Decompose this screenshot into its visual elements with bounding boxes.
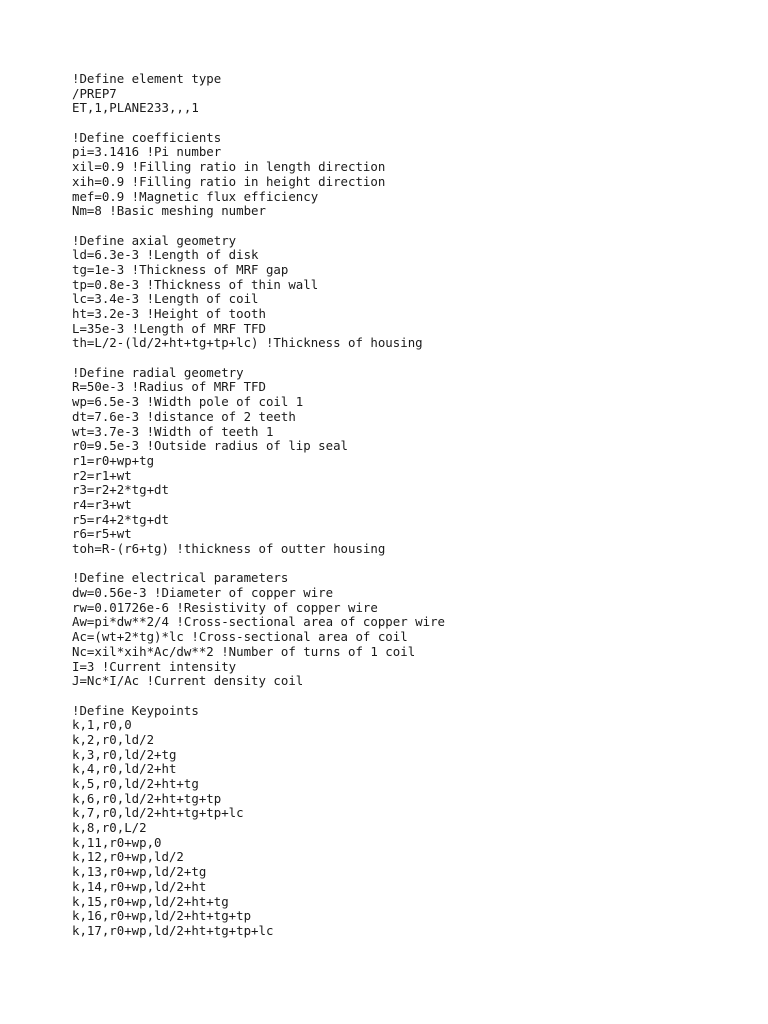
code-line: Ac=(wt+2*tg)*lc !Cross-sectional area of coil: [72, 629, 408, 645]
code-line: k,14,r0+wp,ld/2+ht: [72, 878, 207, 894]
code-line: Nm=8 !Basic meshing number: [72, 203, 266, 219]
code-line: xil=0.9 !Filling ratio in length direction: [72, 159, 386, 175]
code-line: lc=3.4e-3 !Length of coil: [72, 291, 259, 307]
code-line: tg=1e-3 !Thickness of MRF gap: [72, 261, 289, 277]
code-line: k,17,r0+wp,ld/2+ht+tg+tp+lc: [72, 922, 274, 938]
code-line: r6=r5+wt: [72, 526, 132, 542]
code-line: dw=0.56e-3 !Diameter of copper wire: [72, 585, 334, 601]
code-line: /PREP7: [72, 85, 117, 101]
code-line: r4=r3+wt: [72, 496, 132, 512]
code-line: !Define coefficients: [72, 129, 222, 145]
code-line: k,13,r0+wp,ld/2+tg: [72, 864, 207, 880]
code-line: !Define axial geometry: [72, 232, 237, 248]
code-line: wp=6.5e-3 !Width pole of coil 1: [72, 394, 304, 410]
code-line: r5=r4+2*tg+dt: [72, 511, 169, 527]
code-line: L=35e-3 !Length of MRF TFD: [72, 320, 266, 336]
code-line: !Define electrical parameters: [72, 570, 289, 586]
code-line: J=Nc*I/Ac !Current density coil: [72, 673, 304, 689]
code-line: !Define radial geometry: [72, 364, 244, 380]
code-block: [72, 234, 752, 352]
code-line: !Define Keypoints: [72, 702, 199, 718]
code-line: k,6,r0,ld/2+ht+tg+tp: [72, 790, 222, 806]
code-line: r3=r2+2*tg+dt: [72, 482, 169, 498]
code-line: dt=7.6e-3 !distance of 2 teeth: [72, 408, 296, 424]
code-line: xih=0.9 !Filling ratio in height direction: [72, 173, 386, 189]
code-line: ld=6.3e-3 !Length of disk: [72, 247, 259, 263]
code-line: tp=0.8e-3 !Thickness of thin wall: [72, 276, 319, 292]
code-line: k,12,r0+wp,ld/2: [72, 849, 184, 865]
code-line: ET,1,PLANE233,,,1: [72, 100, 199, 116]
code-line: k,4,r0,ld/2+ht: [72, 761, 177, 777]
code-line: rw=0.01726e-6 !Resistivity of copper wire: [72, 599, 378, 615]
code-line: r1=r0+wp+tg: [72, 452, 155, 468]
code-line: r0=9.5e-3 !Outside radius of lip seal: [72, 438, 349, 454]
code-block: [72, 131, 752, 219]
code-line: wt=3.7e-3 !Width of teeth 1: [72, 423, 274, 439]
code-block: [72, 72, 752, 116]
code-line: !Define element type: [72, 71, 222, 86]
code-block: [72, 366, 752, 557]
code-line: k,7,r0,ld/2+ht+tg+tp+lc: [72, 805, 244, 821]
code-line: Nc=xil*xih*Ac/dw**2 !Number of turns of 1 coil: [72, 643, 416, 659]
code-line: k,15,r0+wp,ld/2+ht+tg: [72, 893, 229, 909]
code-line: k,5,r0,ld/2+ht+tg: [72, 776, 199, 791]
code-line: pi=3.1416 !Pi number: [72, 144, 222, 160]
code-line: th=L/2-(ld/2+ht+tg+tp+lc) !Thickness of housing: [72, 335, 423, 351]
code-line: toh=R-(r6+tg) !thickness of outter housing: [72, 541, 386, 556]
code-line: k,16,r0+wp,ld/2+ht+tg+tp: [72, 908, 252, 924]
code-block: [72, 571, 752, 689]
code-line: k,11,r0+wp,0: [72, 834, 162, 850]
code-line: k,3,r0,ld/2+tg: [72, 746, 177, 762]
code-line: R=50e-3 !Radius of MRF TFD: [72, 379, 266, 395]
code-line: Aw=pi*dw**2/4 !Cross-sectional area of copper wire: [72, 614, 445, 630]
code-line: k,2,r0,ld/2: [72, 731, 155, 747]
code-line: I=3 !Current intensity: [72, 658, 237, 674]
code-block: [72, 704, 752, 939]
code-line: r2=r1+wt: [72, 467, 132, 483]
code-line: k,8,r0,L/2: [72, 820, 147, 836]
code-line: ht=3.2e-3 !Height of tooth: [72, 306, 266, 321]
code-line: mef=0.9 !Magnetic flux efficiency: [72, 188, 319, 204]
code-listing: [72, 72, 752, 953]
code-line: k,1,r0,0: [72, 717, 132, 733]
